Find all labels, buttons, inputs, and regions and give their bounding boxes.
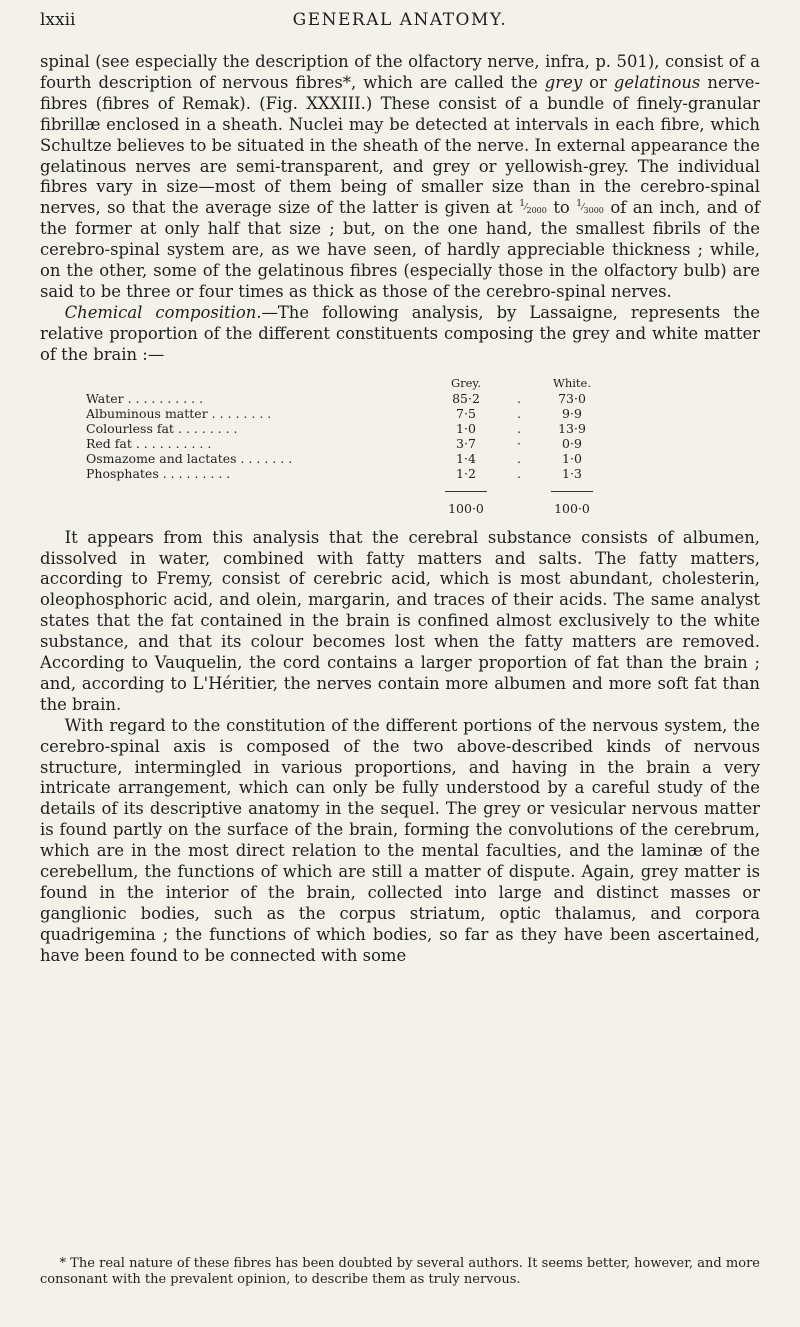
grey-value: 1·4 bbox=[456, 450, 476, 466]
fraction-one-3000: $^1⁄_{3000}$ bbox=[576, 199, 604, 215]
table-row: Red fat . . . . . . . . . . 3·7 · 0·9 bbox=[86, 436, 602, 451]
total-grey: 100·0 bbox=[445, 491, 487, 516]
grey-value: 1·2 bbox=[456, 465, 476, 481]
white-value: 73·0 bbox=[558, 390, 586, 406]
column-header-grey: Grey. bbox=[450, 375, 482, 390]
footnote bbox=[40, 1256, 760, 1288]
table-row: Phosphates . . . . . . . . . 1·2 . 1·3 bbox=[86, 466, 602, 481]
total-white: 100·0 bbox=[551, 491, 593, 516]
grey-value: 7·5 bbox=[456, 405, 476, 421]
table-header-row bbox=[86, 376, 602, 391]
footnote-text: * The real nature of these fibres has been doubted by several authors. It seems better, however, and more consonant with the prevalent opinion, to describe them as truly nervous. bbox=[40, 1256, 760, 1287]
page-header bbox=[40, 10, 760, 40]
row-label: Red fat . . . . . . . . . . bbox=[86, 435, 212, 451]
paragraph-analysis-discussion: It appears from this analysis that the cerebral substance consists of albumen, dissolved in water, combined with fatty matters and salts. The fatty matters, according to Fremy, consist of cerebric acid, which is most abundant, cholesterin, oleophosphoric acid, and olein, margarin, and traces of their acids. The same analyst states that the fat contained in the brain is confined almost exclusively to the white substance, and that its colour becomes lost when the fatty matters are removed. According to Vauquelin, the cord contains a larger proportion of fat than the brain ; and, according to L'Héritier, the nerves contain more albumen and more soft fat than the brain. bbox=[40, 527, 760, 714]
grey-value: 85·2 bbox=[452, 390, 480, 406]
fraction-one-2000: $^1⁄_{2000}$ bbox=[519, 199, 547, 215]
white-value: 0·9 bbox=[562, 435, 582, 451]
table-row: Osmazome and lactates . . . . . . . 1·4 . 1·0 bbox=[86, 451, 602, 466]
grey-value: 1·0 bbox=[456, 420, 476, 436]
column-header-white: White. bbox=[553, 375, 591, 390]
analysis-table bbox=[86, 376, 602, 516]
row-label: Water . . . . . . . . . . bbox=[86, 390, 204, 406]
table-row: Colourless fat . . . . . . . . 1·0 . 13·9 bbox=[86, 421, 602, 436]
white-value: 13·9 bbox=[558, 420, 586, 436]
term-grey: grey bbox=[544, 72, 583, 92]
body-text bbox=[40, 52, 760, 967]
row-label: Osmazome and lactates . . . . . . . bbox=[86, 450, 293, 466]
paragraph-nervous-constitution: With regard to the constitution of the different portions of the nervous system, the cerebro-spinal axis is composed of the two above-described kinds of nervous structure, intermingled in various proportions, and having in the brain a very intricate arrangement, which can only be fully understood by a careful study of the details of its descriptive anatomy in the sequel. The grey or vesicular nervous matter is found partly on the surface of the brain, forming the convolutions of the cerebrum, which are in the most direct relation to the mental faculties, and the laminæ of the cerebellum, the functions of which are still a matter of dispute. Again, grey matter is found in the interior of the brain, collected into large and distinct masses or ganglionic bodies, such as the corpus striatum, optic thalamus, and corpora quadrigemina ; the functions of which bodies, so far as they have been ascertained, have been found to be connected with some bbox=[40, 715, 760, 965]
grey-value: 3·7 bbox=[456, 435, 476, 451]
table-row: Albuminous matter . . . . . . . . 7·5 . 9·9 bbox=[86, 406, 602, 421]
table-row: Water . . . . . . . . . . 85·2 . 73·0 bbox=[86, 391, 602, 406]
row-label: Phosphates . . . . . . . . . bbox=[86, 465, 231, 481]
running-title: GENERAL ANATOMY. bbox=[292, 10, 508, 30]
row-label: Albuminous matter . . . . . . . . bbox=[86, 405, 272, 421]
white-value: 9·9 bbox=[562, 405, 582, 421]
term-gelatinous: gelatinous bbox=[613, 72, 701, 92]
paragraph-grey-fibres: spinal (see especially the description of the olfactory nerve, infra, p. 501), consist of a fourth description of nervous fibres*, which are called the grey or gelatinous nerve-fibres (fibres of Remak). (Fig. XXXIII.) These consist of a bundle of finely-granular fibrillæ enclosed in a sheath. Nuclei may be detected at intervals in each fibre, which Schultze believes to be situated in the sheath of the nerve. In external appearance the gelatinous nerves are semi-transparent, and grey or yellowish-grey. The individual fibres vary in size—most of them being of smaller size than in the cerebro-spinal nerves, so that the average size of the latter is given at $^1⁄_{2000}$ to $^1⁄_{3000}$ of an inch, and of the former at only half that size ; but, on the one hand, the smallest fibrils of the cerebro-spinal system are, as we have seen, of hardly appreciable thickness ; while, on the other, some of the gelatinous fibres (especially those in the olfactory bulb) are said to be three or four times as thick as those of the cerebro-spinal nerves. bbox=[40, 52, 760, 301]
page-number: lxxii bbox=[40, 10, 76, 30]
section-heading: Chemical composition. bbox=[64, 302, 262, 322]
row-label: Colourless fat . . . . . . . . bbox=[86, 420, 238, 436]
paragraph-chemical-composition: Chemical composition.—The following analysis, by Lassaigne, represents the relative proportion of the different constituents composing the grey and white matter of the brain :— bbox=[40, 302, 760, 364]
white-value: 1·0 bbox=[562, 450, 582, 466]
white-value: 1·3 bbox=[562, 465, 582, 481]
table-total-row bbox=[86, 481, 602, 516]
